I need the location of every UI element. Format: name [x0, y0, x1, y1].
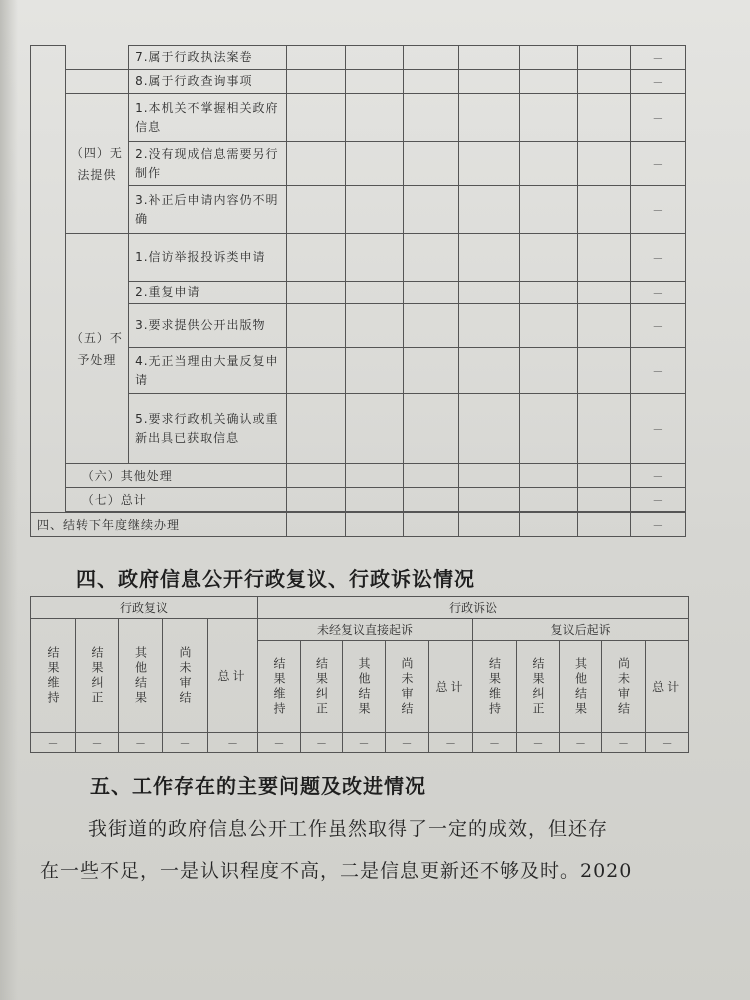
item-cell: 1.本机关不掌握相关政府信息 — [129, 94, 287, 142]
review-col-header: 结果纠正 — [76, 619, 119, 733]
direct-suit-col-header: 结果纠正 — [301, 641, 343, 733]
table-row — [31, 234, 686, 282]
category-cell — [65, 46, 128, 70]
admin-litigation-header: 行政诉讼 — [258, 597, 689, 619]
direct-suit-col-header: 尚未审结 — [386, 641, 429, 733]
table-row — [31, 186, 686, 234]
section-5-title: 五、工作存在的主要问题及改进情况 — [90, 774, 426, 798]
category-cell — [65, 70, 128, 94]
review-col-header: 结果维持 — [31, 619, 76, 733]
total-cell: － — [630, 70, 685, 94]
total-cell: － — [630, 186, 685, 234]
table-row — [31, 394, 686, 464]
item-cell: 3.补正后申请内容仍不明确 — [129, 186, 287, 234]
value-cell: － — [473, 733, 517, 753]
after-review-col-header: 结果纠正 — [517, 641, 560, 733]
table-row — [31, 94, 686, 142]
value-cell: － — [602, 733, 646, 753]
item-cell: 5.要求行政机关确认或重新出具已获取信息 — [129, 394, 287, 464]
section-5-paragraph — [40, 808, 700, 892]
paragraph-line-2: 在一些不足，一是认识程度不高，二是信息更新还不够及时。2020 — [40, 860, 633, 882]
value-cell: － — [429, 733, 473, 753]
total-cell: － — [630, 282, 685, 304]
total-cell: － — [630, 464, 685, 488]
review-col-header: 尚未审结 — [163, 619, 208, 733]
item-cell: 3.要求提供公开出版物 — [129, 304, 287, 348]
category-cell: （四）无法提供 — [65, 94, 128, 234]
review-col-header: 其他结果 — [119, 619, 163, 733]
direct-suit-col-header: 总计 — [429, 641, 473, 733]
value-cell: － — [343, 733, 386, 753]
other-handling-label: （六）其他处理 — [65, 464, 287, 488]
table-row — [31, 348, 686, 394]
value-cell: － — [208, 733, 258, 753]
carry-over-label: 四、结转下年度继续办理 — [31, 513, 287, 537]
value-cell: － — [258, 733, 301, 753]
item-cell: 1.信访举报投诉类申请 — [129, 234, 287, 282]
table-row — [31, 464, 686, 488]
page-shadow — [0, 0, 18, 1000]
total-cell: － — [630, 394, 685, 464]
item-cell: 2.重复申请 — [129, 282, 287, 304]
table-row — [31, 513, 686, 537]
item-cell: 7.属于行政执法案卷 — [129, 46, 287, 70]
applications-handling-table — [30, 45, 686, 537]
table-row — [31, 142, 686, 186]
after-review-col-header: 结果维持 — [473, 641, 517, 733]
value-cell: － — [301, 733, 343, 753]
after-review-col-header: 尚未审结 — [602, 641, 646, 733]
after-review-col-header: 其他结果 — [560, 641, 602, 733]
direct-suit-col-header: 其他结果 — [343, 641, 386, 733]
total-cell: － — [630, 46, 685, 70]
value-cell: － — [386, 733, 429, 753]
table-row — [31, 488, 686, 512]
direct-suit-col-header: 结果维持 — [258, 641, 301, 733]
item-cell: 4.无正当理由大量反复申请 — [129, 348, 287, 394]
after-review-col-header: 总计 — [646, 641, 689, 733]
value-cell: － — [31, 733, 76, 753]
section-4-title: 四、政府信息公开行政复议、行政诉讼情况 — [76, 567, 475, 591]
total-cell: － — [630, 94, 685, 142]
total-cell: － — [630, 142, 685, 186]
total-cell: － — [630, 234, 685, 282]
total-cell: － — [630, 488, 685, 512]
admin-review-header: 行政复议 — [31, 597, 258, 619]
value-cell: － — [646, 733, 689, 753]
total-cell: － — [630, 513, 685, 537]
grand-total-label: （七）总计 — [65, 488, 287, 512]
item-cell: 2.没有现成信息需要另行制作 — [129, 142, 287, 186]
paragraph-line-1: 我街道的政府信息公开工作虽然取得了一定的成效，但还存 — [88, 818, 609, 840]
table-row — [31, 282, 686, 304]
total-cell: － — [630, 304, 685, 348]
after-review-header: 复议后起诉 — [473, 619, 689, 641]
table-row — [31, 70, 686, 94]
value-cell: － — [517, 733, 560, 753]
value-cell: － — [560, 733, 602, 753]
direct-suit-header: 未经复议直接起诉 — [258, 619, 473, 641]
category-cell: （五）不予处理 — [65, 234, 128, 464]
item-cell: 8.属于行政查询事项 — [129, 70, 287, 94]
value-cell: － — [119, 733, 163, 753]
total-cell: － — [630, 348, 685, 394]
review-col-header: 总计 — [208, 619, 258, 733]
value-cell: － — [163, 733, 208, 753]
value-cell: － — [76, 733, 119, 753]
left-margin-cell — [31, 46, 66, 513]
table-row — [31, 46, 686, 70]
table-row — [31, 304, 686, 348]
review-litigation-table — [30, 596, 689, 753]
